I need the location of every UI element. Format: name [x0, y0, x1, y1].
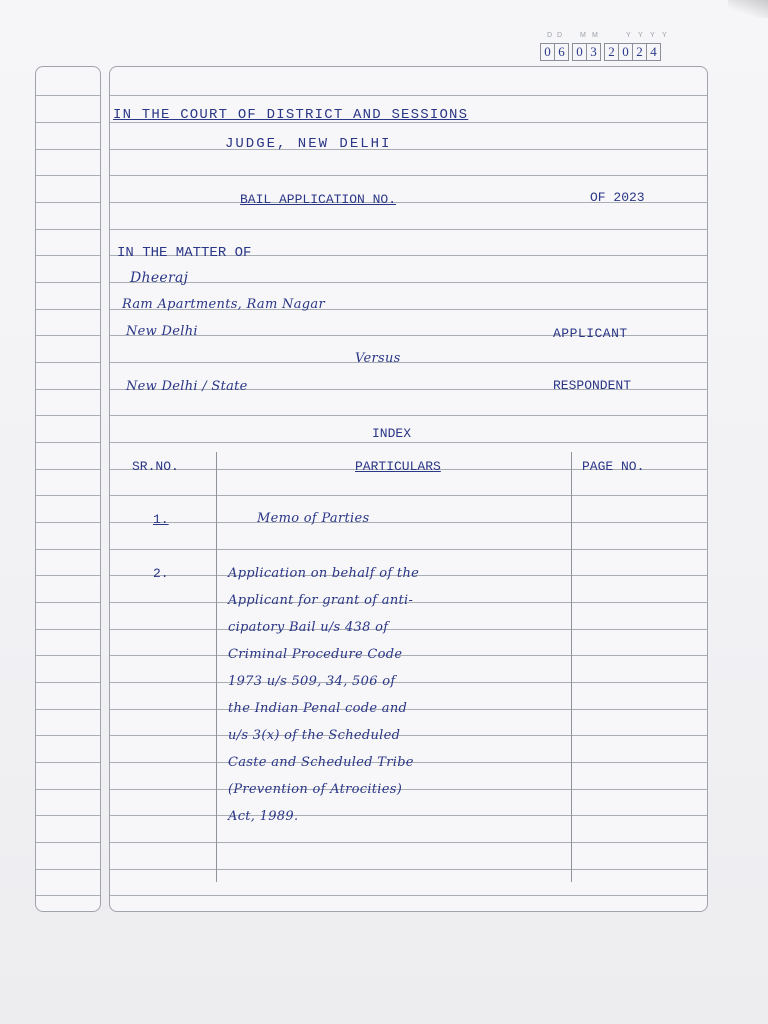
ruled-line — [36, 842, 100, 843]
date-label: M — [592, 32, 599, 39]
ruled-line — [36, 709, 100, 710]
date-labels — [540, 32, 690, 43]
applicant-name: Dheeraj — [130, 270, 189, 286]
date-label: D — [557, 32, 564, 39]
ruled-line — [36, 255, 100, 256]
bail-application-label: BAIL APPLICATION NO. — [240, 192, 397, 207]
ruled-line — [110, 229, 707, 230]
date-year-digit: 4 — [646, 43, 661, 61]
ruled-line — [110, 895, 707, 896]
ruled-line — [36, 335, 100, 336]
ruled-line — [36, 95, 100, 96]
ruled-line — [36, 575, 100, 576]
index-row-particulars-line: the Indian Penal code and — [228, 701, 408, 716]
index-row-sr: 1. — [153, 512, 169, 527]
date-year-digit: 0 — [618, 43, 633, 61]
applicant-role: APPLICANT — [553, 326, 628, 341]
date-year-digit: 2 — [604, 43, 619, 61]
ruled-line — [36, 309, 100, 310]
date-year-digit: 2 — [632, 43, 647, 61]
ruled-line — [36, 629, 100, 630]
index-row-particulars-line: 1973 u/s 509, 34, 506 of — [228, 674, 396, 689]
ruled-line — [36, 389, 100, 390]
index-row-particulars-line: Caste and Scheduled Tribe — [228, 755, 414, 770]
ruled-line — [110, 149, 707, 150]
ruled-line — [110, 522, 707, 523]
court-heading-line2: JUDGE, NEW DELHI — [225, 136, 392, 152]
ruled-line — [110, 815, 707, 816]
date-label: Y — [650, 32, 656, 39]
applicant-address-line2: New Delhi — [126, 324, 198, 339]
index-row-sr: 2. — [153, 566, 169, 581]
date-label: Y — [626, 32, 632, 39]
ruled-line — [110, 735, 707, 736]
ruled-line — [36, 229, 100, 230]
date-month-digit: 3 — [586, 43, 601, 61]
ruled-line — [36, 602, 100, 603]
ruled-line — [36, 869, 100, 870]
ruled-line — [110, 655, 707, 656]
index-row-particulars-line: (Prevention of Atrocities) — [228, 782, 403, 797]
matter-title: IN THE MATTER OF — [117, 245, 252, 261]
ruled-line — [36, 549, 100, 550]
ruled-line — [110, 842, 707, 843]
ruled-line — [110, 869, 707, 870]
ruled-line — [36, 735, 100, 736]
ruled-line — [110, 95, 707, 96]
index-title: INDEX — [372, 426, 412, 441]
ruled-line — [110, 682, 707, 683]
ruled-line — [110, 442, 707, 443]
court-heading-line1: IN THE COURT OF DISTRICT AND SESSIONS — [113, 107, 469, 123]
ruled-line — [36, 442, 100, 443]
index-row-particulars-line: u/s 3(x) of the Scheduled — [228, 728, 401, 743]
index-column-divider — [216, 452, 217, 882]
ruled-line — [36, 815, 100, 816]
ruled-line — [110, 629, 707, 630]
index-row-particulars-line: Applicant for grant of anti- — [228, 593, 414, 608]
ruled-line — [36, 655, 100, 656]
date-day-digit: 0 — [540, 43, 555, 61]
respondent-name: New Delhi / State — [126, 379, 248, 394]
ruled-line — [36, 495, 100, 496]
margin-column — [35, 66, 101, 912]
index-column-divider — [571, 452, 572, 882]
ruled-line — [110, 362, 707, 363]
versus-label: Versus — [355, 351, 401, 366]
ruled-line — [36, 522, 100, 523]
date-month-digit: 0 — [572, 43, 587, 61]
ruled-line — [110, 415, 707, 416]
index-row-particulars-line: Criminal Procedure Code — [228, 647, 403, 662]
ruled-line — [36, 895, 100, 896]
applicant-address-line1: Ram Apartments, Ram Nagar — [122, 297, 325, 312]
date-label: Y — [662, 32, 668, 39]
ruled-line — [110, 175, 707, 176]
respondent-role: RESPONDENT — [553, 378, 632, 393]
index-row-particulars-line: cipatory Bail u/s 438 of — [228, 620, 389, 635]
date-day-digit: 6 — [554, 43, 569, 61]
ruled-line — [110, 789, 707, 790]
index-row-particulars-line: Act, 1989. — [228, 809, 299, 824]
ruled-line — [36, 415, 100, 416]
date-label: M — [580, 32, 587, 39]
ruled-line — [110, 709, 707, 710]
date-label: Y — [638, 32, 644, 39]
date-digits — [540, 43, 660, 61]
ruled-line — [36, 202, 100, 203]
page-corner-shadow — [728, 0, 768, 18]
ruled-line — [36, 282, 100, 283]
ruled-line — [36, 762, 100, 763]
ruled-line — [36, 469, 100, 470]
index-header-particulars: PARTICULARS — [355, 459, 441, 474]
ruled-line — [36, 789, 100, 790]
index-header-srno: SR.NO. — [132, 459, 179, 474]
ruled-line — [36, 175, 100, 176]
index-header-page-no: PAGE NO. — [582, 459, 645, 474]
index-row-particulars-line: Application on behalf of the — [228, 566, 420, 581]
ruled-line — [110, 282, 707, 283]
ruled-line — [110, 495, 707, 496]
ruled-line — [36, 682, 100, 683]
bail-application-year: OF 2023 — [590, 190, 645, 205]
date-label: D — [547, 32, 554, 39]
ruled-line — [36, 122, 100, 123]
ruled-line — [36, 149, 100, 150]
ruled-line — [110, 549, 707, 550]
index-row-particulars: Memo of Parties — [257, 511, 370, 526]
ruled-line — [36, 362, 100, 363]
